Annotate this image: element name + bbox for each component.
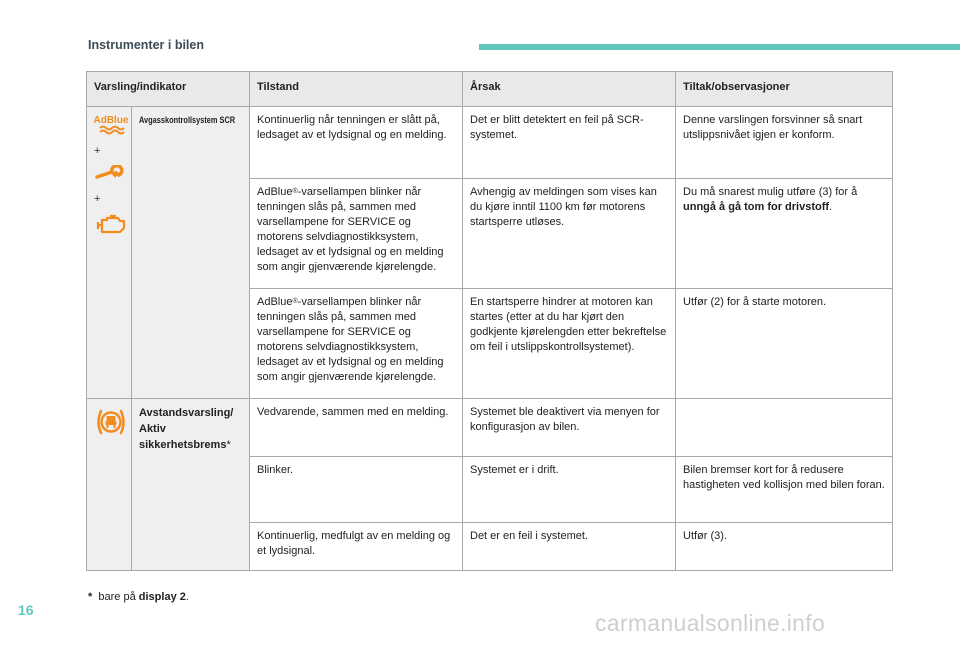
- scr-icons-cell: [87, 107, 132, 399]
- table-cell-tiltak: Utfør (2) for å starte motoren.: [676, 289, 893, 399]
- header-tilstand: Tilstand: [250, 72, 463, 107]
- table-cell-arsak: Systemet ble deaktivert via menyen for konfigurasjon av bilen.: [463, 399, 676, 457]
- table-header-row: [87, 72, 893, 107]
- collision-icon-cell: [87, 399, 132, 571]
- page-number: 16: [18, 602, 34, 618]
- table-cell-tilstand: AdBlue®-varsellampen blinker når tenningen slås på, sammen med varsellampene for SERVICE og motorens selvdiagnostikksystem, ledsaget av et lydsignal og en melding som angir gjenværende kjørelengde.: [250, 289, 463, 399]
- indicator-table: [86, 71, 893, 571]
- table-row: [87, 107, 893, 179]
- table-cell-arsak: Avhengig av meldingen som vises kan du kjøre inntil 1100 km før motorens startsperre utløses.: [463, 179, 676, 289]
- header-accent-bar: [479, 44, 960, 50]
- footnote: * bare på display 2.: [88, 591, 189, 603]
- table-row: [87, 399, 893, 457]
- wrench-icon: [94, 165, 125, 188]
- header-varsling: Varsling/indikator: [87, 72, 250, 107]
- table-cell-tilstand: Blinker.: [250, 457, 463, 523]
- header-arsak: Årsak: [463, 72, 676, 107]
- adblue-icon: [94, 113, 128, 140]
- table-cell-arsak: Det er en feil i systemet.: [463, 523, 676, 571]
- table-cell-arsak: Systemet er i drift.: [463, 457, 676, 523]
- svg-text:AdBlue: AdBlue: [94, 115, 128, 126]
- indicator-label: Avstandsvarsling/ Aktiv sikkerhetsbrems*: [139, 407, 234, 451]
- collision-warning-icon: [94, 407, 125, 442]
- table-cell-tilstand: Vedvarende, sammen med en melding.: [250, 399, 463, 457]
- table-cell-arsak: En startsperre hindrer at motoren kan startes (etter at du har kjørt den godkjente kjørelengden etter bekreftelse om feil i utslippskontrollsystemet).: [463, 289, 676, 399]
- table-cell-tiltak: Denne varslingen forsvinner så snart utslippsnivået igjen er konform.: [676, 107, 893, 179]
- table-cell-tiltak: Bilen bremser kort for å redusere hastigheten ved kollisjon med bilen foran.: [676, 457, 893, 523]
- plus-sign: +: [94, 145, 101, 157]
- watermark: carmanualsonline.info: [595, 610, 826, 636]
- table-cell-tilstand: AdBlue®-varsellampen blinker når tenningen slås på, sammen med varsellampene for SERVICE og motorens selvdiagnostikksystem, ledsaget av et lydsignal og en melding som angir gjenværende kjørelengde.: [250, 179, 463, 289]
- scr-indicator-cell: [132, 107, 250, 399]
- table-cell-tiltak: Du må snarest mulig utføre (3) for å unngå å gå tom for drivstoff.: [676, 179, 893, 289]
- table-cell-arsak: Det er blitt detektert en feil på SCR-systemet.: [463, 107, 676, 179]
- collision-indicator-cell: [132, 399, 250, 571]
- table-cell-tiltak: [676, 399, 893, 457]
- table-cell-tilstand: Kontinuerlig når tenningen er slått på, ledsaget av et lydsignal og en melding.: [250, 107, 463, 179]
- section-title: Instrumenter i bilen: [88, 38, 204, 52]
- engine-icon: [94, 213, 125, 240]
- plus-sign: +: [94, 193, 101, 205]
- header-tiltak: Tiltak/observasjoner: [676, 72, 893, 107]
- indicator-label: Avgasskontrollsystem SCR: [139, 115, 236, 125]
- table-cell-tilstand: Kontinuerlig, medfulgt av en melding og et lydsignal.: [250, 523, 463, 571]
- table-cell-tiltak: Utfør (3).: [676, 523, 893, 571]
